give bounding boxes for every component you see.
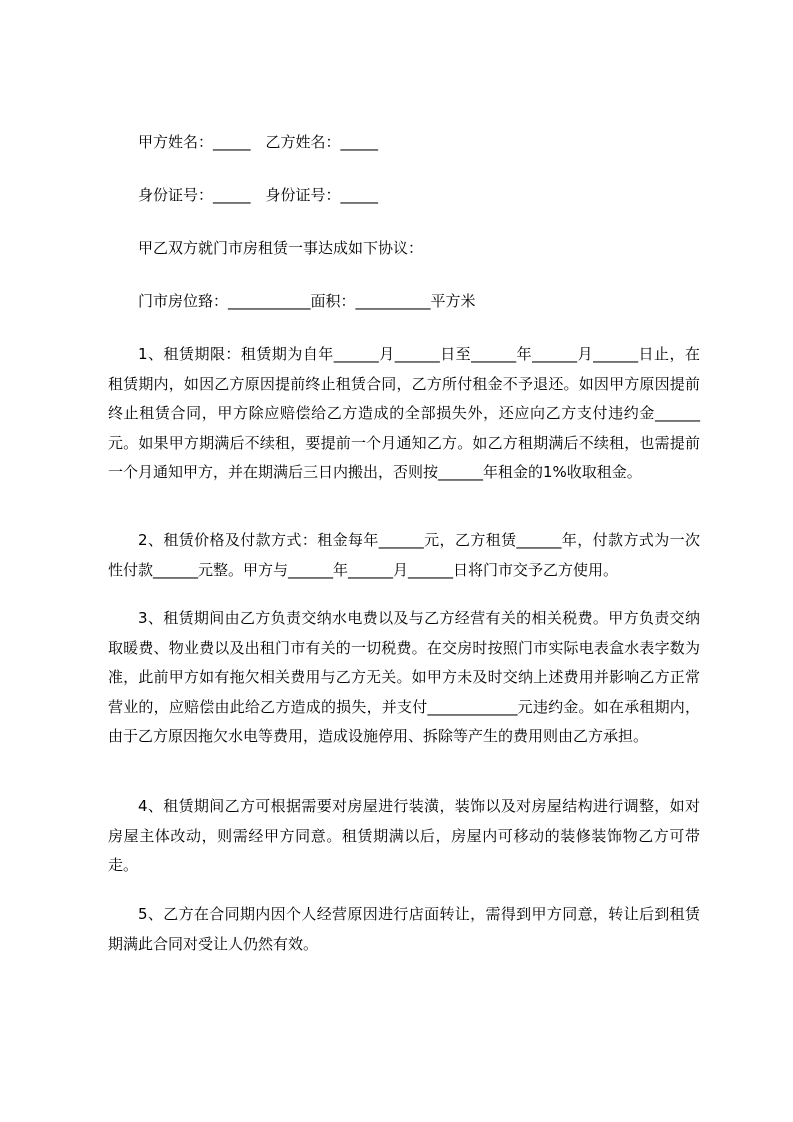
clause-2-price-payment: 2、租赁价格及付款方式：租金每年______元，乙方租赁______年，付款方式为一次性付款______元整。甲方与______年______月______日将门市交予乙方使用。: [108, 531, 700, 579]
clause-4-renovation: 4、租赁期间乙方可根据需要对房屋进行装潢，装饰以及对房屋结构进行调整，如对房屋主体改动，则需经甲方同意。租赁期满以后，房屋内可移动的装修装饰物乙方可带走。: [108, 797, 700, 874]
clause-5-transfer: 5、乙方在合同期内因个人经营原因进行店面转让，需得到甲方同意，转让后到租赁期满此合同对受让人仍然有效。: [108, 905, 700, 953]
party-names-line: 甲方姓名：_____ 乙方姓名：_____: [138, 133, 379, 151]
agreement-intro: 甲乙双方就门市房租赁一事达成如下协议：: [138, 239, 424, 257]
clause-1-lease-term: 1、租赁期限：租赁期为自年______月______日至______年______月______日止，在租赁期内，如因乙方原因提前终止租赁合同，乙方所付租金不予退还。如因甲方原因提前终止租赁合同，甲方除应赔偿给乙方造成的全部损失外，还应向乙方支付违约金______元。如果甲方期满后不续租，要提前一个月通知乙方。如乙方租期满后不续租，也需提前一个月通知甲方，并在期满后三日内搬出，否则按______年租金的1%收取租金。: [108, 345, 700, 481]
clause-3-fees: 3、租赁期间由乙方负责交纳水电费以及与乙方经营有关的相关税费。甲方负责交纳取暖费、物业费以及出租门市有关的一切税费。在交房时按照门市实际电表盒水表字数为准，此前甲方如有拖欠相关费用与乙方无关。如甲方未及时交纳上述费用并影响乙方正常营业的，应赔偿由此给乙方造成的损失，并支付____________元违约金。如在承租期内，由于乙方原因拖欠水电等费用，造成设施停用、拆除等产生的费用则由乙方承担。: [108, 609, 700, 745]
location-area-line: 门市房位臵：___________面积：__________平方米: [138, 292, 476, 310]
id-numbers-line: 身份证号：_____ 身份证号：_____: [138, 186, 379, 204]
